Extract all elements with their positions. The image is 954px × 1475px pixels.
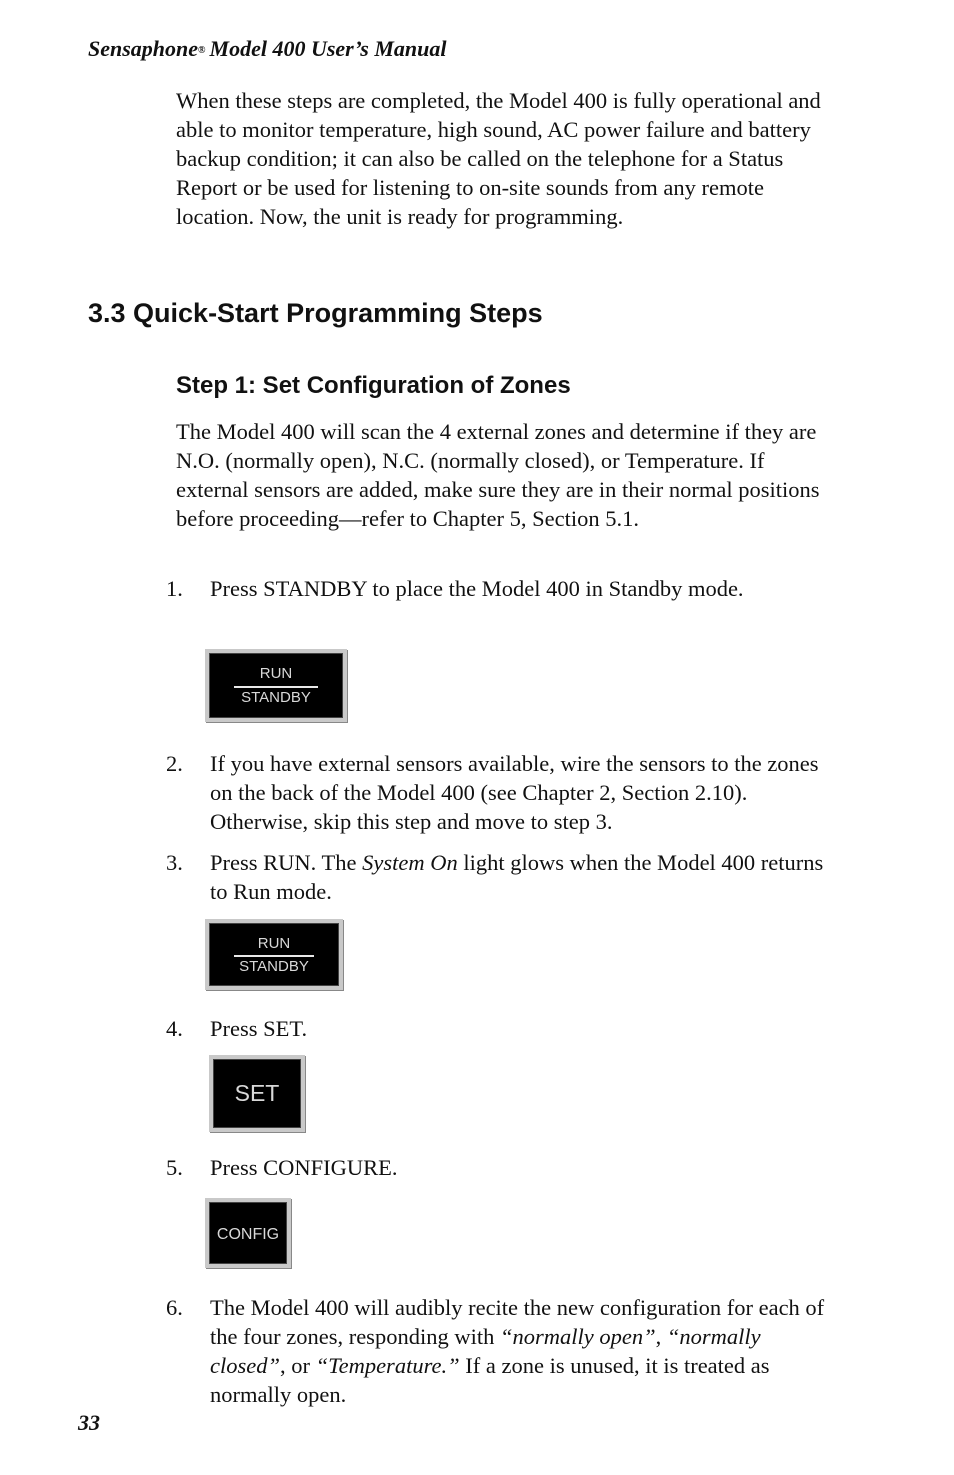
key-standby-label: STANDBY <box>239 958 309 975</box>
header-brand: Sensaphone <box>88 36 199 61</box>
intro-paragraph: When these steps are completed, the Model 400 is fully operational and able to monitor temperature, high sound, AC power failure and battery backup condition; it can also be called on the telephone for a Status Report or be used for listening to on-site sounds from any remote location. Now, the unit is ready for programming. <box>176 88 821 229</box>
run-standby-key <box>205 919 343 990</box>
key-set-label: SET <box>234 1080 280 1106</box>
key-run-label: RUN <box>257 935 291 952</box>
key-divider <box>234 686 318 688</box>
config-key <box>205 1198 291 1268</box>
running-header <box>88 36 446 62</box>
item-text: Press SET. <box>210 1016 308 1041</box>
registered-mark: ® <box>198 45 206 56</box>
step-heading: Step 1: Set Configuration of Zones <box>176 372 571 399</box>
page-number: 33 <box>78 1410 100 1435</box>
item-text: The Model 400 will audibly recite the new configuration for each of the four zones, responding with “normally open”, “normally closed”, or “Temperature.” If a zone is unused, it is treated as normally open. <box>210 1295 825 1407</box>
key-divider <box>234 955 314 957</box>
item-number: 1. <box>166 576 183 601</box>
header-title: Model 400 User’s Manual <box>209 36 447 61</box>
run-standby-key <box>205 649 347 722</box>
item-text: Press STANDBY to place the Model 400 in Standby mode. <box>210 576 744 601</box>
section-heading: 3.3 Quick-Start Programming Steps <box>88 298 543 328</box>
set-key <box>209 1055 305 1132</box>
item-text: If you have external sensors available, wire the sensors to the zones on the back of the Model 400 (see Chapter 2, Section 2.10). Otherwise, skip this step and move to step 3. <box>210 751 819 834</box>
key-standby-label: STANDBY <box>241 689 311 706</box>
item-number: 6. <box>166 1295 183 1320</box>
item-number: 4. <box>166 1016 183 1041</box>
system-on-term: System On <box>362 850 458 875</box>
item-number: 3. <box>166 850 183 875</box>
item-text: Press CONFIGURE. <box>210 1155 398 1180</box>
item-text: Press RUN. The System On light glows when the Model 400 returns to Run mode. <box>210 850 824 904</box>
item-number: 2. <box>166 751 183 776</box>
key-config-label: CONFIG <box>216 1226 280 1243</box>
item-number: 5. <box>166 1155 183 1180</box>
step-lead-paragraph: The Model 400 will scan the 4 external zones and determine if they are N.O. (normally open), N.C. (normally closed), or Temperature. If external sensors are added, make sure they are in their normal positions before proceeding—refer to Chapter 5, Section 5.1. <box>176 419 820 531</box>
key-run-label: RUN <box>259 665 293 682</box>
